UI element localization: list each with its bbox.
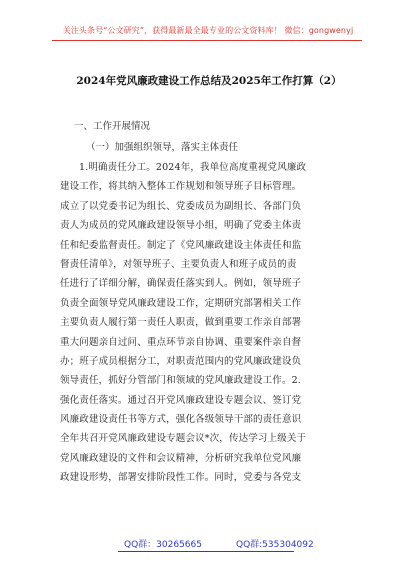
body-line: 党风廉政建设的文件和会议精神，分析研究我单位党风廉 xyxy=(60,452,302,464)
body-line: 重大问题亲自过问、重点环节亲自协调、重要案件亲自督 xyxy=(60,336,302,348)
header-divider xyxy=(52,40,362,41)
body-line: 任进行了详细分解，确保责任落实到人。例如，领导班子 xyxy=(60,278,302,290)
body-line: 政建设形势，部署安排阶段性工作。同时，党委与各党支 xyxy=(60,472,302,484)
document-title: 2024年党风廉政建设工作总结及2025年工作打算（2） xyxy=(76,75,342,87)
body-line: 1.明确责任分工。2024年，我单位高度重视党风廉政 xyxy=(79,162,307,173)
body-line: 成立了以党委书记为组长、党委成员为副组长、各部门负 xyxy=(60,200,302,212)
footer-divider xyxy=(118,551,294,552)
body-line: 全年共召开党风廉政建设专题会议*次，传达学习上级关于 xyxy=(60,433,307,445)
body-text xyxy=(60,158,360,488)
subsection-heading: （一）加强组织领导，落实主体责任 xyxy=(86,142,239,153)
body-line: 办；班子成员根据分工，对职责范围内的党风廉政建设负 xyxy=(60,355,302,367)
body-line: 领导责任，抓好分管部门和领域的党风廉政建设工作。2. xyxy=(60,375,301,387)
footer-qq-group-1: QQ群：30265665 xyxy=(124,540,202,550)
body-line: 建设工作，将其纳入整体工作规划和领导班子目标管理。 xyxy=(60,181,302,193)
body-line: 责人为成员的党风廉政建设领导小组，明确了党委主体责 xyxy=(60,220,302,232)
footer-qq-group-2: QQ群:535304092 xyxy=(235,540,314,550)
footer-contact xyxy=(124,537,324,550)
body-line: 督责任清单》，对领导班子、主要负责人和班子成员的责 xyxy=(60,258,297,270)
body-line: 任和纪委监督责任。制定了《党风廉政建设主体责任和监 xyxy=(60,239,302,251)
body-line: 负责全面领导党风廉政建设工作，定期研究部署相关工作 xyxy=(60,297,302,309)
body-line: 强化责任落实。通过召开党风廉政建设专题会议、签订党 xyxy=(60,394,302,406)
body-line: 风廉政建设责任书等方式，强化各级领导干部的责任意识 xyxy=(60,414,302,426)
body-line: 主要负责人履行第一责任人职责，做到重要工作亲自部署 xyxy=(60,317,302,329)
header-banner: 关注头条号“公文研究”，获得最新最全最专业的公文资料库！ 微信：gongwenyj xyxy=(62,26,354,35)
section-heading: 一、工作开展情况 xyxy=(74,121,151,132)
